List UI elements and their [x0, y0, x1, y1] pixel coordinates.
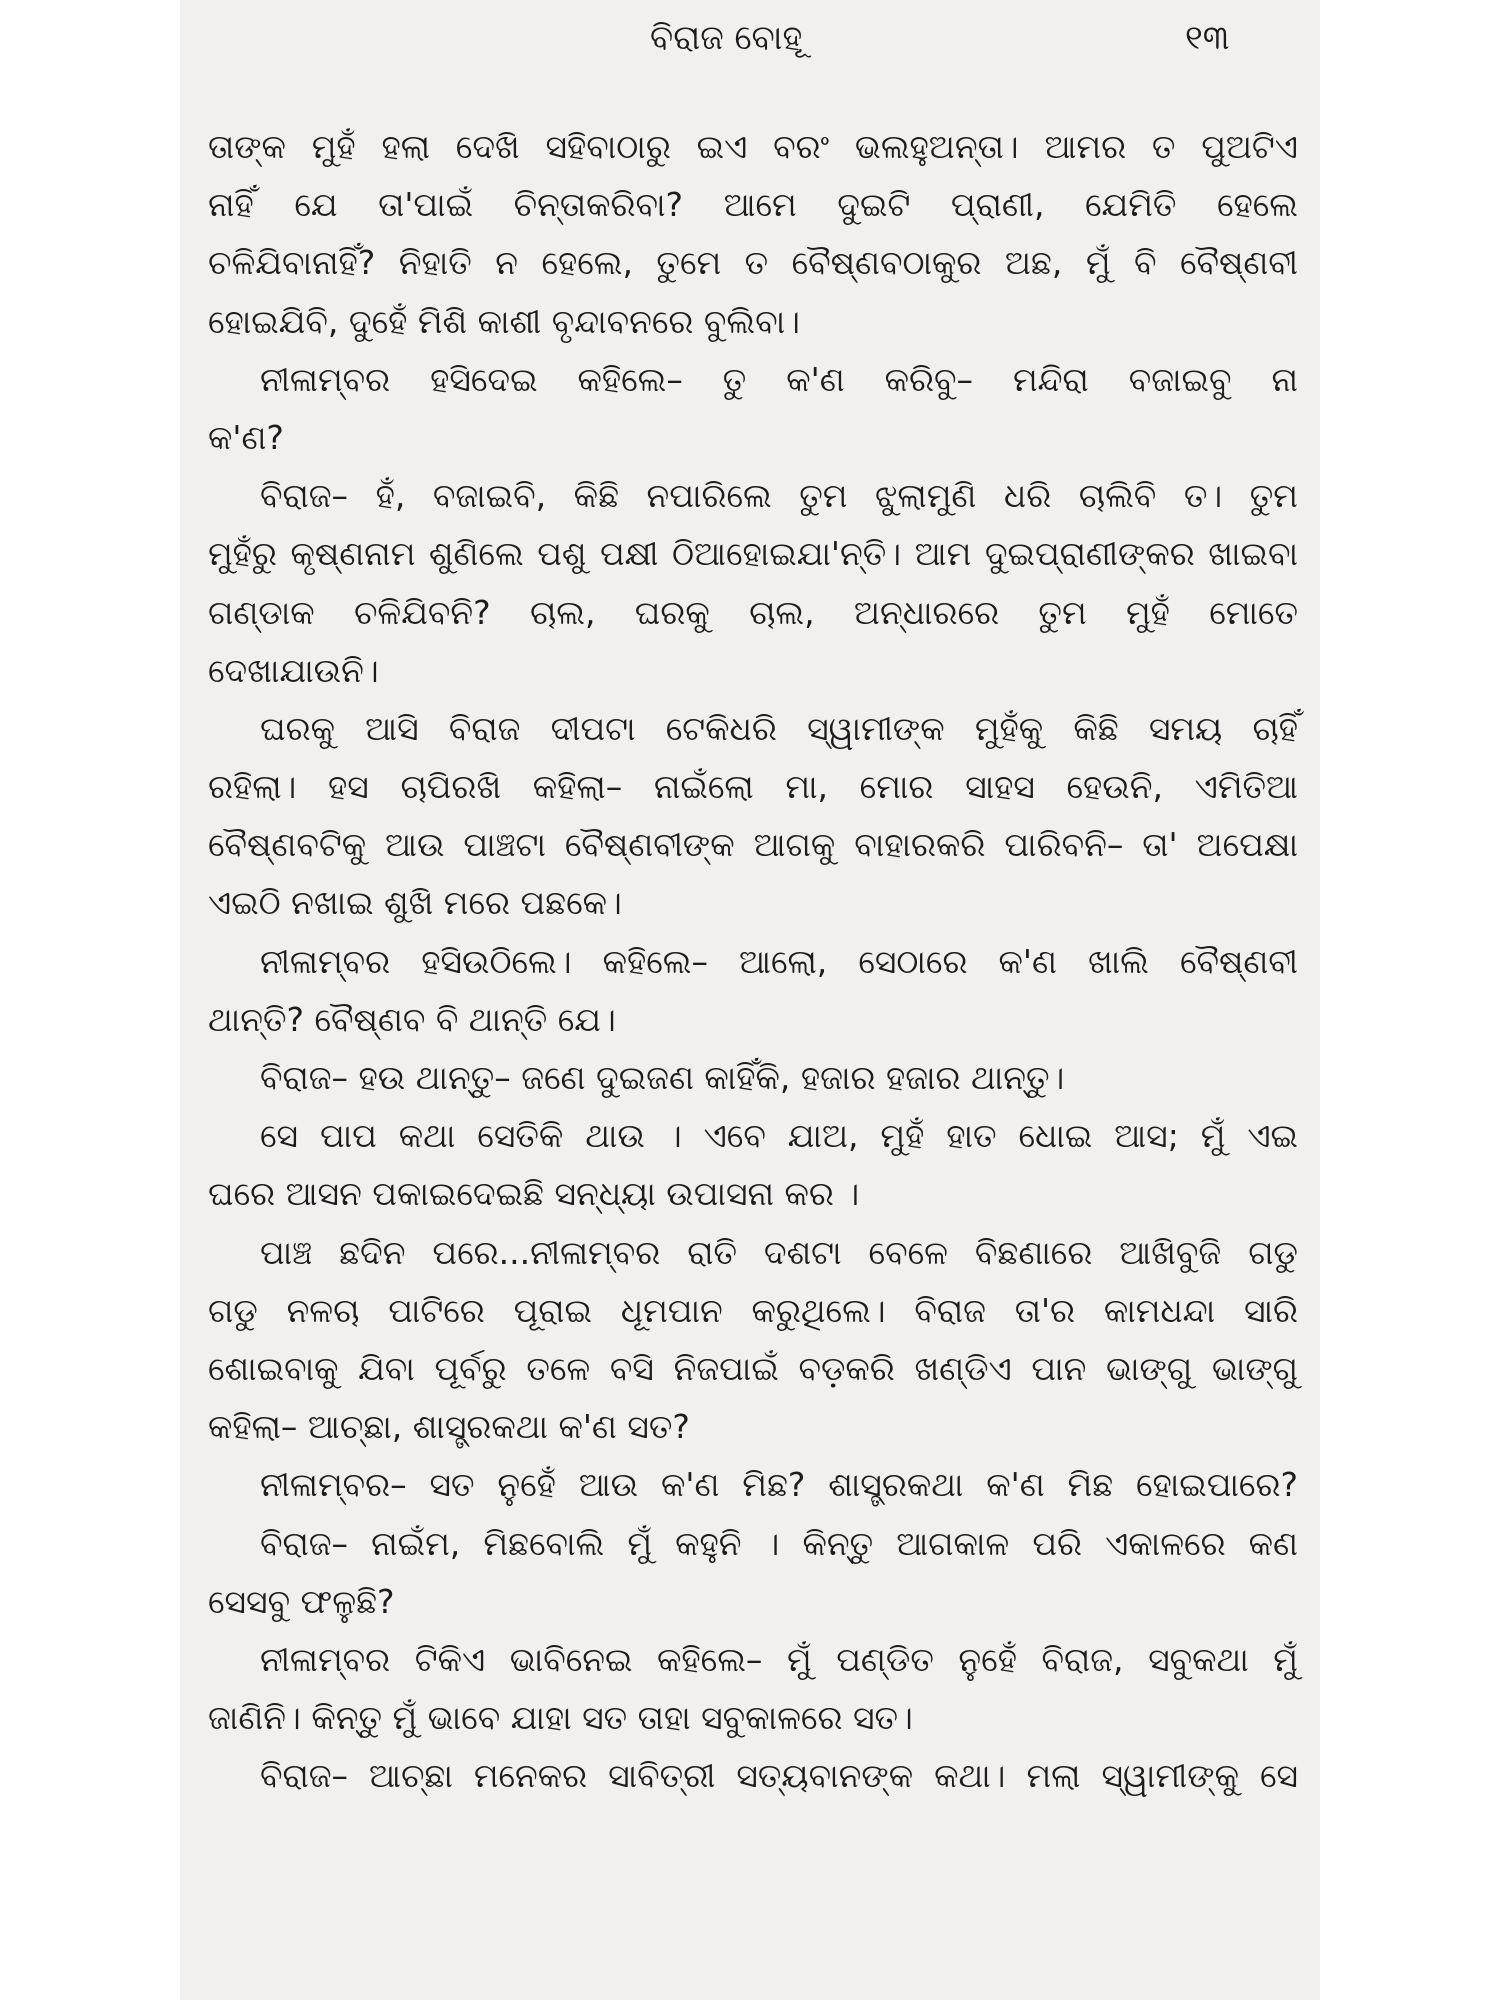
text-line: ନାହିଁ ଯେ ତା'ପାଇଁ ଚିନ୍ତାକରିବା? ଆମେ ଦୁଇଟି ପ୍ରାଣୀ, ଯେମିତି ହେଲେ — [208, 185, 1298, 225]
text-line: ସେ ପାପ କଥା ସେତିକି ଥାଉ । ଏବେ ଯାଅ, ମୁହଁ ହାତ ଧୋଇ ଆସ; ମୁଁ ଏଇ — [260, 1116, 1298, 1156]
running-title: ବିରାଜ ବୋହୂ — [650, 18, 803, 58]
text-line: ରହିଲା। ହସ ଚାପିରଖି କହିଲା– ନାଇଁଲୋ ମା, ମୋର ସାହସ ହେଉନି, ଏମିତିଆ — [208, 767, 1298, 807]
text-line: ବିରାଜ– ହଉ ଥାନ୍ତୁ– ଜଣେ ଦୁଇଜଣ କାହିଁକି, ହଜାର ହଜାର ଥାନ୍ତୁ। — [260, 1058, 1065, 1097]
text-line: ମୁହଁରୁ କୃଷ୍ଣନାମ ଶୁଣିଲେ ପଶୁ ପକ୍ଷୀ ଠିଆହୋଇଯା'ନ୍ତି। ଆମ ଦୁଇପ୍ରାଣୀଙ୍କର ଖାଇବା — [208, 534, 1298, 574]
text-line: ନୀଳାମ୍ବର ହସିଦେଇ କହିଲେ– ତୁ କ'ଣ କରିବୁ– ମନ୍ଦିରା ବଜାଇବୁ ନା — [260, 359, 1298, 399]
text-line: ଶୋଇବାକୁ ଯିବା ପୂର୍ବରୁ ତଳେ ବସି ନିଜପାଇଁ ବଡ଼କରି ଖଣ୍ଡିଏ ପାନ ଭାଙ୍ଗୁ ଭାଙ୍ଗୁ — [208, 1348, 1298, 1388]
text-line: ଦେଖାଯାଉନି। — [208, 650, 379, 690]
body-text — [180, 118, 1320, 1805]
text-line: ନୀଳାମ୍ବର ହସିଉଠିଲେ। କହିଲେ– ଆଲୋ, ସେଠାରେ କ'ଣ ଖାଲି ବୈଷ୍ଣବୀ — [260, 941, 1298, 981]
text-line: କ'ଣ? — [208, 417, 284, 457]
text-line: ଘରେ ଆସନ ପକାଇଦେଇଛି ସନ୍ଧ୍ୟା ଉପାସନା କର । — [208, 1174, 860, 1214]
text-line: ଗଣ୍ଡାକ ଚଳିଯିବନି? ଚାଲ, ଘରକୁ ଚାଲ, ଅନ୍ଧାରରେ ତୁମ ମୁହଁ ମୋତେ — [208, 592, 1298, 632]
text-line: ଗଡୁ ନଳଚା ପାଟିରେ ପୂରାଇ ଧୂମପାନ କରୁଥିଲେ। ବିରାଜ ତା'ର କାମଧନ୍ଦା ସାରି — [208, 1290, 1298, 1330]
page-header — [180, 0, 1320, 110]
text-line: ତାଙ୍କ ମୁହଁ ହଲା ଦେଖି ସହିବାଠାରୁ ଇଏ ବରଂ ଭଲହୁଅନ୍ତା। ଆମର ତ ପୁଅଟିଏ — [208, 127, 1298, 166]
text-line: ବିରାଜ– ଆଚ୍ଛା ମନେକର ସାବିତ୍ରୀ ସତ୍ୟବାନଙ୍କ କଥା। ମଲା ସ୍ୱାମୀଙ୍କୁ ସେ — [260, 1756, 1298, 1796]
page-number: ୧୩ — [1185, 18, 1230, 58]
text-line: ପାଞ୍ଚ ଛଦିନ ପରେ...ନୀଳାମ୍ବର ରାତି ଦଶଟା ବେଳେ ବିଛଣାରେ ଆଖିବୁଜି ଗଡୁ — [260, 1232, 1298, 1272]
text-line: କହିଲା– ଆଚ୍ଛା, ଶାସ୍ତ୍ରକଥା କ'ଣ ସତ? — [208, 1407, 690, 1447]
text-line: ନୀଳାମ୍ବର ଟିକିଏ ଭାବିନେଇ କହିଲେ– ମୁଁ ପଣ୍ଡିତ ନୁହେଁ ବିରାଜ, ସବୁକଥା ମୁଁ — [260, 1639, 1298, 1679]
book-page — [180, 0, 1320, 2000]
text-line: ବିରାଜ– ହଁ, ବଜାଇବି, କିଛି ନପାରିଲେ ତୁମ ଝୁଲାମୁଣି ଧରି ଚାଲିବି ତ। ତୁମ — [260, 476, 1298, 516]
text-line: ଜାଣିନି। କିନ୍ତୁ ମୁଁ ଭାବେ ଯାହା ସତ ତାହା ସବୁକାଳରେ ସତ। — [208, 1698, 913, 1738]
text-line: ଚଳିଯିବାନାହିଁ? ନିହାତି ନ ହେଲେ, ତୁମେ ତ ବୈଷ୍ଣବଠାକୁର ଅଛ, ମୁଁ ବି ବୈଷ୍ଣବୀ — [208, 243, 1298, 283]
text-line: ସେସବୁ ଫଳୁଛି? — [208, 1581, 395, 1621]
text-line: ଘରକୁ ଆସି ବିରାଜ ଦୀପଟା ଟେକିଧରି ସ୍ୱାମୀଙ୍କ ମୁହଁକୁ କିଛି ସମୟ ଚାହିଁ — [260, 708, 1298, 748]
text-line: ନୀଳାମ୍ବର– ସତ ନୁହେଁ ଆଉ କ'ଣ ମିଛ? ଶାସ୍ତ୍ରକଥା କ'ଣ ମିଛ ହୋଇପାରେ? — [260, 1465, 1298, 1505]
text-line: ବିରାଜ– ନାଇଁମ, ମିଛବୋଲି ମୁଁ କହୁନି । କିନ୍ତୁ ଆଗକାଳ ପରି ଏକାଳରେ କଣ — [260, 1523, 1298, 1563]
text-line: ହୋଇଯିବି, ଦୁହେଁ ମିଶି କାଶୀ ବୃନ୍ଦାବନରେ ବୁଲିବା। — [208, 301, 801, 341]
text-line: ଏଇଠି ନଖାଇ ଶୁଖି ମରେ ପଛକେ। — [208, 883, 622, 923]
text-line: ଥାନ୍ତି? ବୈଷ୍ଣବ ବି ଥାନ୍ତି ଯେ। — [208, 999, 616, 1039]
text-line: ବୈଷ୍ଣବଟିକୁ ଆଉ ପାଞ୍ଚଟା ବୈଷ୍ଣବୀଙ୍କ ଆଗକୁ ବାହାରକରି ପାରିବନି– ତା' ଅପେକ୍ଷା — [208, 825, 1298, 865]
